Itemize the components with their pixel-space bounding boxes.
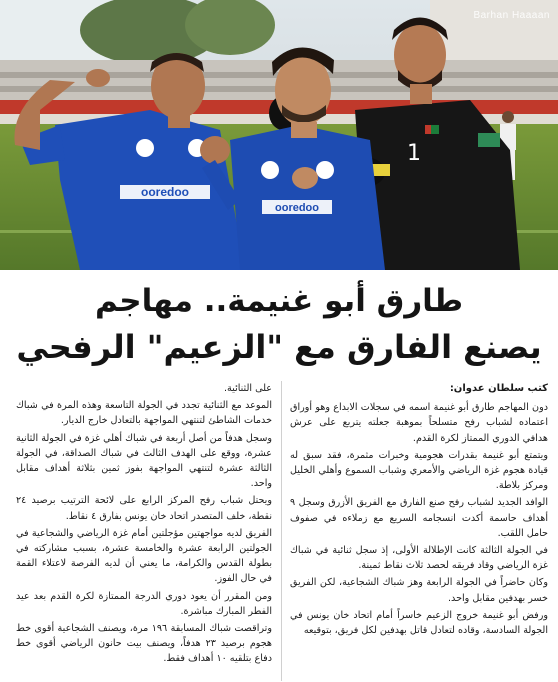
column-divider [281, 381, 282, 681]
article-photo [0, 0, 558, 270]
paragraph: على الثنائية. [223, 383, 272, 394]
paragraph: وكان حاضراً في الجولة الرابعة وهز شباك الشجاعية، لكن الفريق خسر بهدفين مقابل واحد. [290, 577, 548, 604]
paragraph: دون المهاجم طارق أبو غنيمة اسمه في سجلات الابداع وهو أوراق اعتماده لشباب رفح متسلحاً بموهبة جعلته يتربع على عرش هدافي الدوري الممتاز لكرة القدم. [290, 402, 548, 444]
paragraph: ورفض أبو غنيمة خروج الزعيم خاسراً أمام اتحاد خان يونس في الجولة السادسة، وقاده لتعادل قاتل بهدفين لكل فريق، بتوقيعه [290, 609, 548, 637]
paragraph: ويحتل شباب رفح المركز الرابع على لائحة الترتيب برصيد ٢٤ نقطة، خلف المتصدر اتحاد خان يونس بفارق ٤ نقاط. [16, 495, 272, 522]
paragraph: في الجولة الثالثة كانت الإطلالة الأولى، إذ سجل ثنائية في شباك غزة الرياضي وقاد فريقه لحصد ثلاث نقاط ثمينة. [290, 545, 548, 572]
players-celebration-image [0, 0, 558, 270]
photo-credit: Barhan Haaaan [473, 10, 550, 21]
jersey-sponsor-center: ooredoo [275, 202, 319, 214]
article-column-left [16, 381, 272, 669]
byline: كتب سلطان عدوان: [449, 383, 548, 394]
headline-line-1: طارق أبو غنيمة.. مهاجم [94, 283, 464, 319]
headline-line-2: يصنع الفارق مع "الزعيم" الرفحي [16, 328, 542, 366]
paragraph: وتراقصت شباك المسابقة ١٩٦ مرة، ويصنف الشجاعية أقوى خط هجوم برصيد ٢٣ هدفاً، ويصنف بيت حانون الرياضي أقوى خط دفاع بتلقيه ١٠ أهداف فقط. [16, 623, 272, 665]
paragraph: الموعد مع الثنائية تجدد في الجولة التاسعة وهذه المرة في شباك خدمات الشاطئ لتنتهي المواجهة بالتعادل خارج الديار. [16, 400, 272, 427]
paragraph: الوافد الجديد لشباب رفح صنع الفارق مع الفريق الأزرق وسجل ٩ أهداف حاسمة أكدت انسجامه السريع مع زملاءه في صفوف حامل اللقب. [290, 497, 548, 539]
jersey-sponsor-left: ooredoo [141, 185, 189, 199]
paragraph: الفريق لديه مواجهتين مؤجلتين أمام غزة الرياضي والشجاعية في الجولتين الرابعة عشرة والخامسة عشرة، بسبب مشاركته في بطولة القدس والكرامة، ما يعني أن لديه الفرصة لاعتلاء القمة في حال الفوز. [16, 527, 272, 585]
paragraph: ويتمتع أبو غنيمة بقدرات هجومية وخبرات مثمرة، فقد سبق له قيادة هجوم غزة الرياضي والأمعري وشباب السموع وأهلي الخليل ومركز بلاطة. [290, 449, 548, 492]
keeper-number: 1 [407, 141, 421, 166]
article-column-right [290, 381, 548, 640]
paragraph: ومن المقرر أن يعود دوري الدرجة الممتازة لكرة القدم بعد عيد الفطر المبارك مباشرة. [16, 590, 272, 617]
paragraph: وسجل هدفاً من أصل أربعة في شباك أهلي غزة في الجولة الثانية عشرة، ووقع على الهدف الثالث في شباك الصداقة، في الجولة الثالثة عشرة لتنتهي المواجهة بفوز ثمين بثلاثة أهداف مقابل واحد. [16, 432, 272, 490]
